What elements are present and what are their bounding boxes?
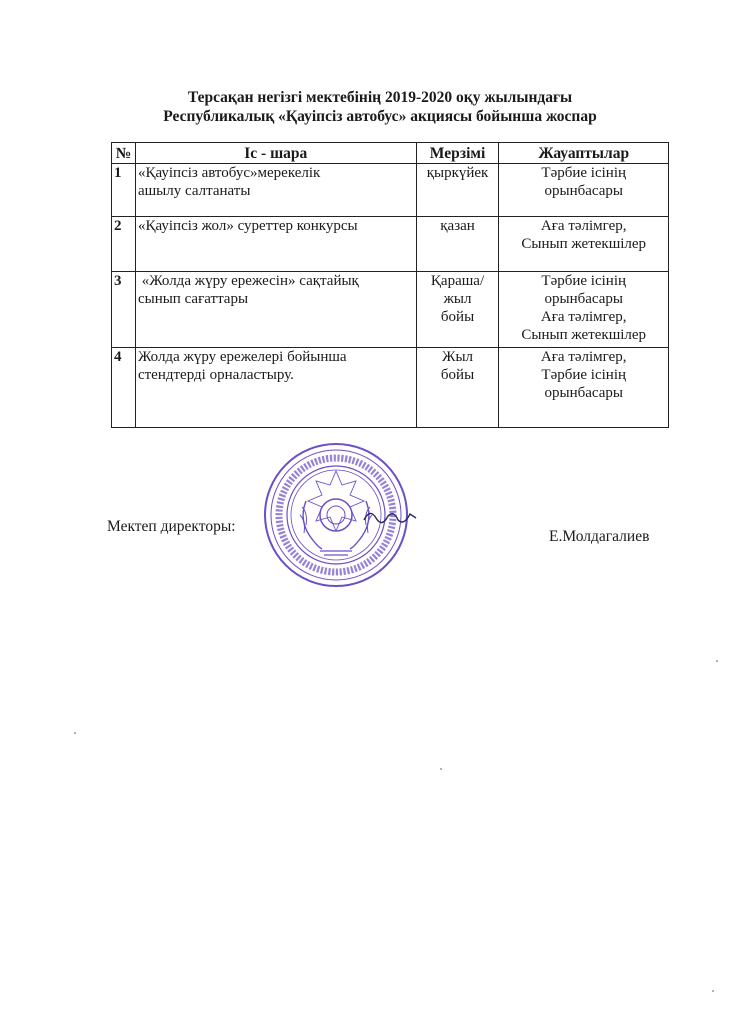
header-responsible: Жауаптылар [499, 143, 669, 164]
date-line: Жыл [442, 349, 474, 365]
event-line: «Жолда жүру ережесін» сақтайық [137, 273, 359, 289]
header-event: Іс - шара [135, 143, 416, 164]
responsible-line: Сынып жетекшілер [521, 327, 647, 343]
row-date [416, 348, 499, 428]
responsible-line: Аға тәлімгер, [540, 349, 627, 365]
scan-speck [74, 732, 76, 734]
date-line: қазан [440, 218, 475, 234]
date-line: бойы [440, 367, 475, 383]
table-row [112, 217, 669, 272]
responsible-line: орынбасары [544, 385, 623, 401]
responsible-line: Аға тәлімгер, [540, 309, 627, 325]
header-date: Мерзімі [416, 143, 499, 164]
date-line: бойы [440, 309, 475, 325]
row-responsible [499, 217, 669, 272]
row-event [135, 348, 416, 428]
event-line: сынып сағаттары [137, 291, 249, 307]
event-line: Жолда жүру ережелері бойынша [137, 349, 347, 365]
row-responsible [499, 272, 669, 348]
table-row [112, 272, 669, 348]
row-event [135, 272, 416, 348]
row-event [135, 217, 416, 272]
scan-speck [440, 768, 442, 770]
row-num: 2 [112, 217, 136, 272]
signature-scribble-icon [360, 500, 420, 530]
row-date [416, 164, 499, 217]
director-label: Мектеп директоры: [107, 518, 236, 535]
plan-table [111, 142, 669, 428]
event-line: «Қауіпсіз автобус»мерекелік [137, 165, 321, 181]
date-line: қыркүйек [426, 165, 489, 181]
responsible-line: Тәрбие ісінің [541, 273, 627, 289]
event-line: ашылу салтанаты [137, 183, 251, 199]
row-num: 4 [112, 348, 136, 428]
event-line: стендтерді орналастыру. [137, 367, 294, 383]
row-num: 1 [112, 164, 136, 217]
event-line: «Қауіпсіз жол» суреттер конкурсы [137, 218, 358, 234]
scan-speck [716, 660, 718, 662]
row-responsible [499, 164, 669, 217]
director-name: Е.Молдагалиев [549, 528, 650, 545]
date-line: жыл [443, 291, 472, 307]
row-responsible [499, 348, 669, 428]
responsible-line: Тәрбие ісінің [541, 367, 627, 383]
table-row [112, 348, 669, 428]
responsible-line: Тәрбие ісінің [541, 165, 627, 181]
row-event [135, 164, 416, 217]
table-row [112, 164, 669, 217]
table-header-row [112, 143, 669, 164]
date-line: Қараша/ [430, 273, 485, 289]
responsible-line: Аға тәлімгер, [540, 218, 627, 234]
scan-speck [712, 990, 714, 992]
document-title-line2: Республикалық «Қауіпсіз автобус» акциясы бойынша жоспар [163, 108, 597, 125]
row-num: 3 [112, 272, 136, 348]
row-date [416, 217, 499, 272]
header-num: № [112, 143, 136, 164]
responsible-line: орынбасары [544, 291, 623, 307]
document-title-line1: Терсақан негізгі мектебінің 2019-2020 оқу жылындағы [187, 89, 573, 106]
responsible-line: Сынып жетекшілер [521, 236, 647, 252]
row-date [416, 272, 499, 348]
responsible-line: орынбасары [544, 183, 623, 199]
